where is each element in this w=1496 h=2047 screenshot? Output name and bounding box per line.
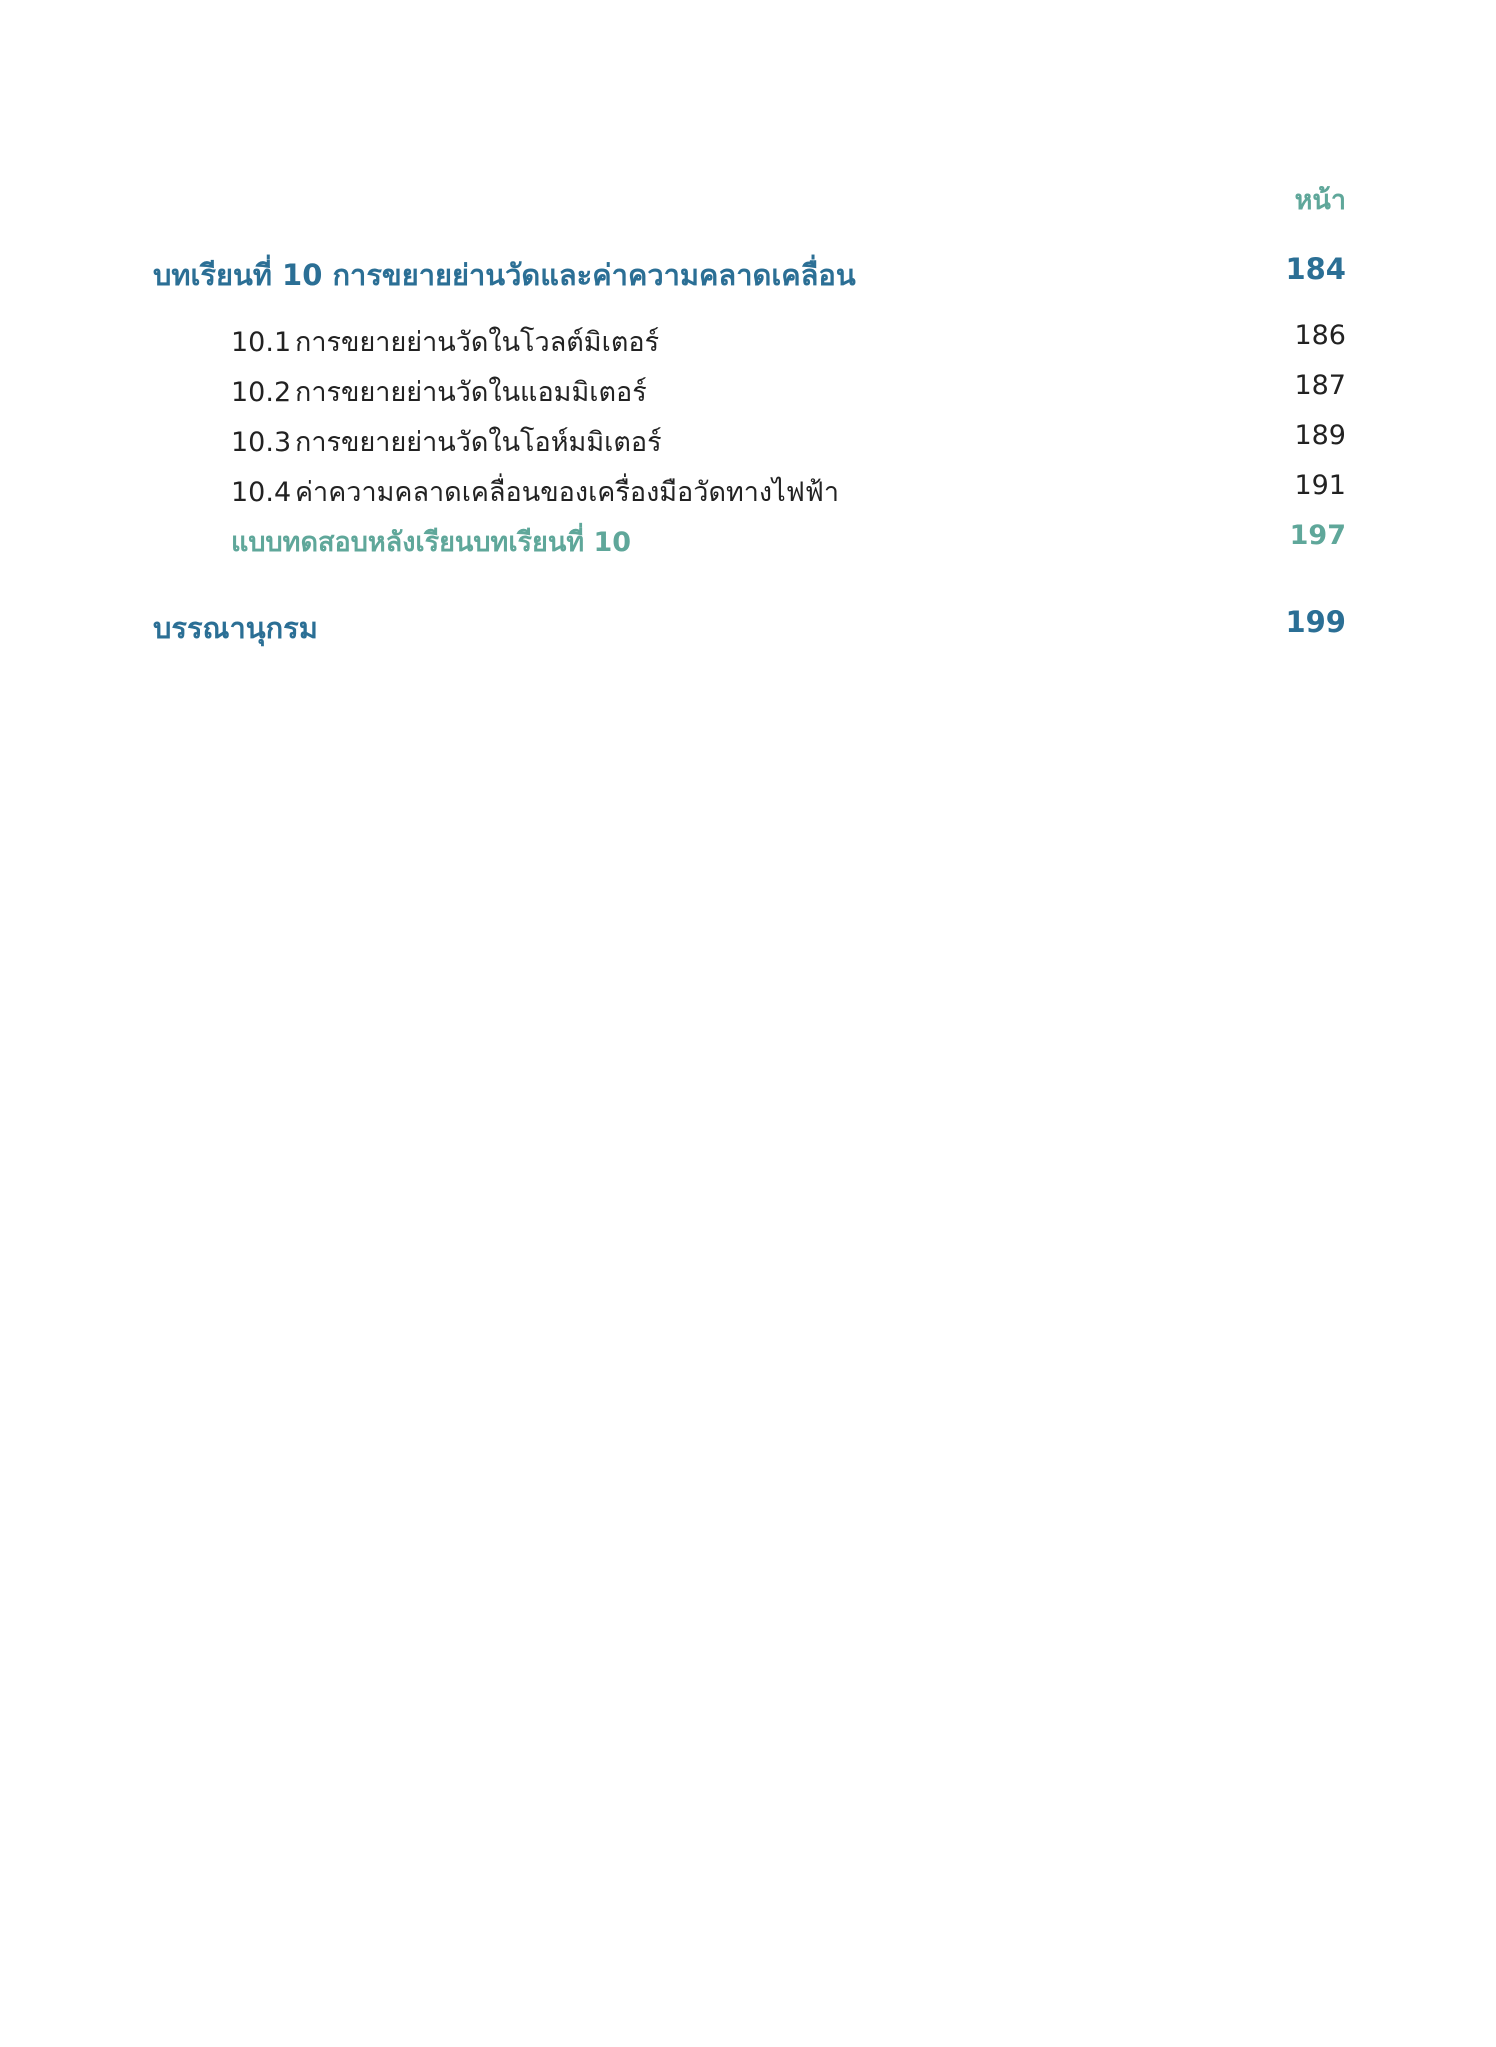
section-page: 189 <box>1294 420 1346 451</box>
section-page: 186 <box>1294 320 1346 351</box>
section-number: 10.1 <box>231 327 292 358</box>
section-title-wrap <box>231 370 647 413</box>
chapter-title: บทเรียนที่ 10 การขยายย่านวัดและค่าความคลาดเคลื่อน <box>153 258 856 292</box>
chapter-page: 184 <box>1285 252 1346 286</box>
section-title: ค่าความคลาดเคลื่อนของเครื่องมือวัดทางไฟฟ้า <box>295 477 840 508</box>
section-number: 10.3 <box>231 427 292 458</box>
section-title-wrap <box>231 470 839 513</box>
section-page: 187 <box>1294 370 1346 401</box>
bibliography-page: 199 <box>1285 605 1346 639</box>
section-title-wrap <box>231 420 662 463</box>
section-title: การขยายย่านวัดในโวลต์มิเตอร์ <box>295 327 660 358</box>
section-number: 10.2 <box>231 377 292 408</box>
section-title: การขยายย่านวัดในแอมมิเตอร์ <box>295 377 647 408</box>
bibliography-title: บรรณานุกรม <box>153 611 318 645</box>
page-column-label: หน้า <box>1294 185 1346 216</box>
section-title: การขยายย่านวัดในโอห์มมิเตอร์ <box>295 427 662 458</box>
quiz-title: แบบทดสอบหลังเรียนบทเรียนที่ 10 <box>231 527 632 558</box>
section-title-wrap <box>231 320 659 363</box>
section-page: 191 <box>1294 470 1346 501</box>
quiz-page: 197 <box>1289 520 1346 551</box>
section-number: 10.4 <box>231 477 292 508</box>
